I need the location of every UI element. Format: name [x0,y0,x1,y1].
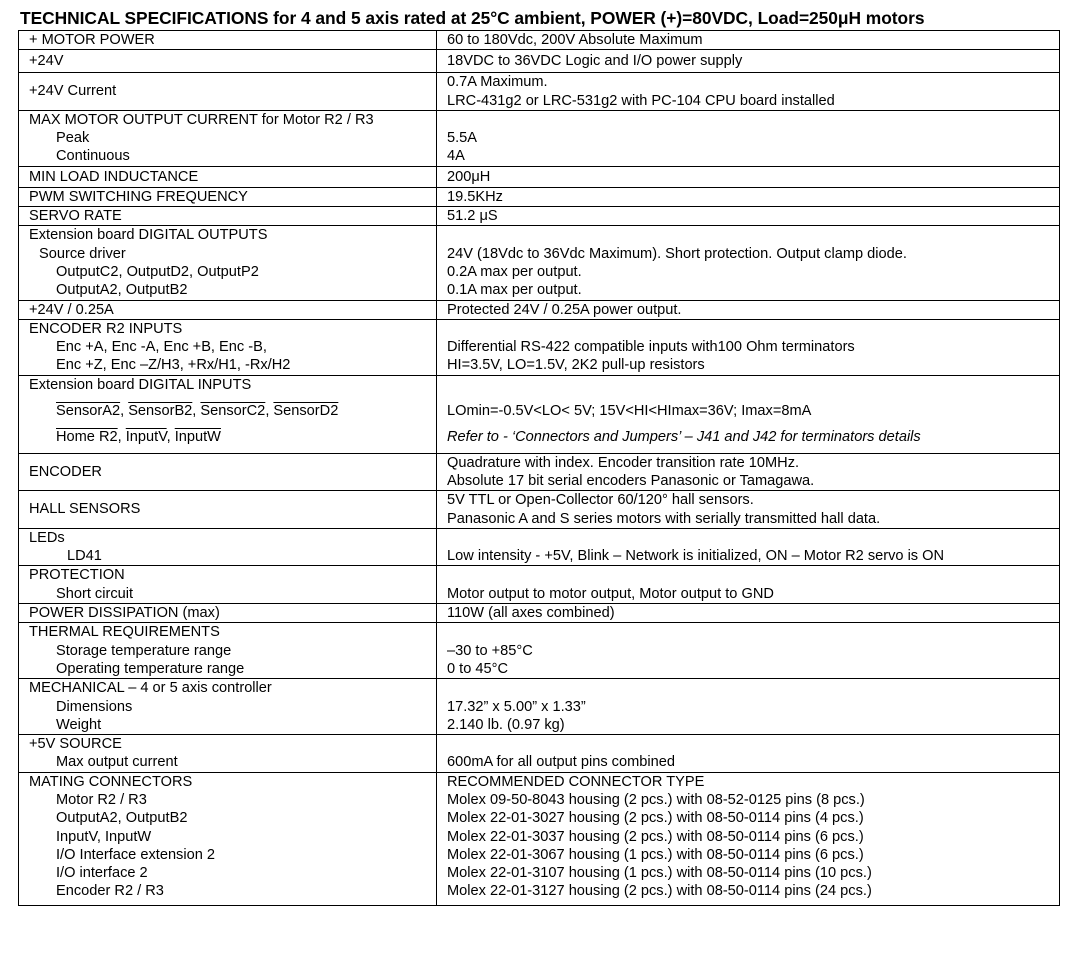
spec-row-digital-inputs [19,375,1060,453]
home-input-signals-line: Home R2, InputV, InputW [56,429,221,446]
spec-row-thermal [19,623,1060,679]
spec-label: MIN LOAD INDUCTANCE [19,166,437,187]
spec-value: Quadrature with index. Encoder transition rate 10MHz. Absolute 17 bit serial encoders Panasonic or Tamagawa. [437,453,1060,491]
spec-label: SERVO RATE [19,207,437,226]
spec-value: 17.32” x 5.00” x 1.33” 2.140 lb. (0.97 kg) [437,679,1060,735]
sensor-signals-line: SensorA2, SensorB2, SensorC2, SensorD2 [56,403,339,420]
spec-value: LOmin=-0.5V<LO< 5V; 15V<HI<HImax=36V; Imax=8mA Refer to - ‘Connectors and Jumpers’ – J41 and J42 for terminators details [437,375,1060,453]
spec-label: MATING CONNECTORS Motor R2 / R3 OutputA2, OutputB2 InputV, InputW I/O Interface extension 2 I/O interface 2 Encoder R2 / R3 [19,772,437,905]
spec-label: POWER DISSIPATION (max) [19,604,437,623]
spec-value: 19.5KHz [437,187,1060,206]
spec-row-mechanical [19,679,1060,735]
spec-value: 600mA for all output pins combined [437,735,1060,773]
spec-label: LEDs LD41 [19,528,437,566]
spec-row-min-load-inductance [19,166,1060,187]
spec-row-leds [19,528,1060,566]
spec-value: Protected 24V / 0.25A power output. [437,300,1060,319]
spec-label: +24V [19,50,437,73]
spec-row-digital-outputs [19,226,1060,300]
spec-value: 110W (all axes combined) [437,604,1060,623]
spec-label: Extension board DIGITAL INPUTS SensorA2, SensorB2, SensorC2, SensorD2 Home R2, InputV, InputW [19,375,437,453]
spec-label: THERMAL REQUIREMENTS Storage temperature range Operating temperature range [19,623,437,679]
document-title: TECHNICAL SPECIFICATIONS for 4 and 5 axis rated at 25°C ambient, POWER (+)=80VDC, Load=250μH motors [20,8,925,28]
spec-value: Low intensity - +5V, Blink – Network is initialized, ON – Motor R2 servo is ON [437,528,1060,566]
spec-row-protection [19,566,1060,604]
spec-row-hall-sensors [19,491,1060,529]
spec-row-pwm-frequency [19,187,1060,206]
spec-value: 5V TTL or Open-Collector 60/120° hall sensors. Panasonic A and S series motors with serially transmitted hall data. [437,491,1060,529]
spec-value: 51.2 μS [437,207,1060,226]
spec-label: +5V SOURCE Max output current [19,735,437,773]
spec-label: ENCODER R2 INPUTS Enc +A, Enc -A, Enc +B, Enc -B, Enc +Z, Enc –Z/H3, +Rx/H1, -Rx/H2 [19,319,437,375]
spec-label: MAX MOTOR OUTPUT CURRENT for Motor R2 / R3 Peak Continuous [19,110,437,166]
spec-value: 0.7A Maximum. LRC-431g2 or LRC-531g2 with PC-104 CPU board installed [437,73,1060,111]
spec-label: +24V / 0.25A [19,300,437,319]
spec-label: MECHANICAL – 4 or 5 axis controller Dimensions Weight [19,679,437,735]
spec-value: 5.5A 4A [437,110,1060,166]
spec-row-encoder-r2-inputs [19,319,1060,375]
spec-label: ENCODER [19,453,437,491]
spec-label: PWM SWITCHING FREQUENCY [19,187,437,206]
spec-value: Motor output to motor output, Motor output to GND [437,566,1060,604]
spec-table [18,30,1060,906]
spec-row-max-motor-current [19,110,1060,166]
spec-value: 24V (18Vdc to 36Vdc Maximum). Short protection. Output clamp diode. 0.2A max per output. 0.1A max per output. [437,226,1060,300]
spec-value: 18VDC to 36VDC Logic and I/O power supply [437,50,1060,73]
spec-label: Extension board DIGITAL OUTPUTS Source driver OutputC2, OutputD2, OutputP2 OutputA2, OutputB2 [19,226,437,300]
spec-row-24v-current [19,73,1060,111]
spec-row-mating-connectors [19,772,1060,905]
spec-label: PROTECTION Short circuit [19,566,437,604]
spec-label: +24V Current [19,73,437,111]
spec-row-encoder [19,453,1060,491]
spec-row-servo-rate [19,207,1060,226]
spec-row-motor-power [19,31,1060,50]
spec-row-power-dissipation [19,604,1060,623]
spec-value: Differential RS-422 compatible inputs with100 Ohm terminators HI=3.5V, LO=1.5V, 2K2 pull-up resistors [437,319,1060,375]
spec-row-5v-source [19,735,1060,773]
spec-value: 60 to 180Vdc, 200V Absolute Maximum [437,31,1060,50]
spec-row-24v [19,50,1060,73]
spec-value: 200μH [437,166,1060,187]
spec-label: + MOTOR POWER [19,31,437,50]
spec-value: –30 to +85°C 0 to 45°C [437,623,1060,679]
spec-row-24v-025a [19,300,1060,319]
spec-label: HALL SENSORS [19,491,437,529]
spec-value: RECOMMENDED CONNECTOR TYPE Molex 09-50-8043 housing (2 pcs.) with 08-52-0125 pins (8 pcs.) Molex 22-01-3027 housing (2 pcs.) with 08-50-0114 pins (4 pcs.) Molex 22-01-3037 housing (2 pcs.) with 08-50-0114 pins (6 pcs.) Molex 22-01-3067 housing (1 pcs.) with 08-50-0114 pins (6 pcs.) Molex 22-01-3107 housing (1 pcs.) with 08-50-0114 pins (10 pcs.) Molex 22-01-3127 housing (2 pcs.) with 08-50-0114 pins (24 pcs.) [437,772,1060,905]
